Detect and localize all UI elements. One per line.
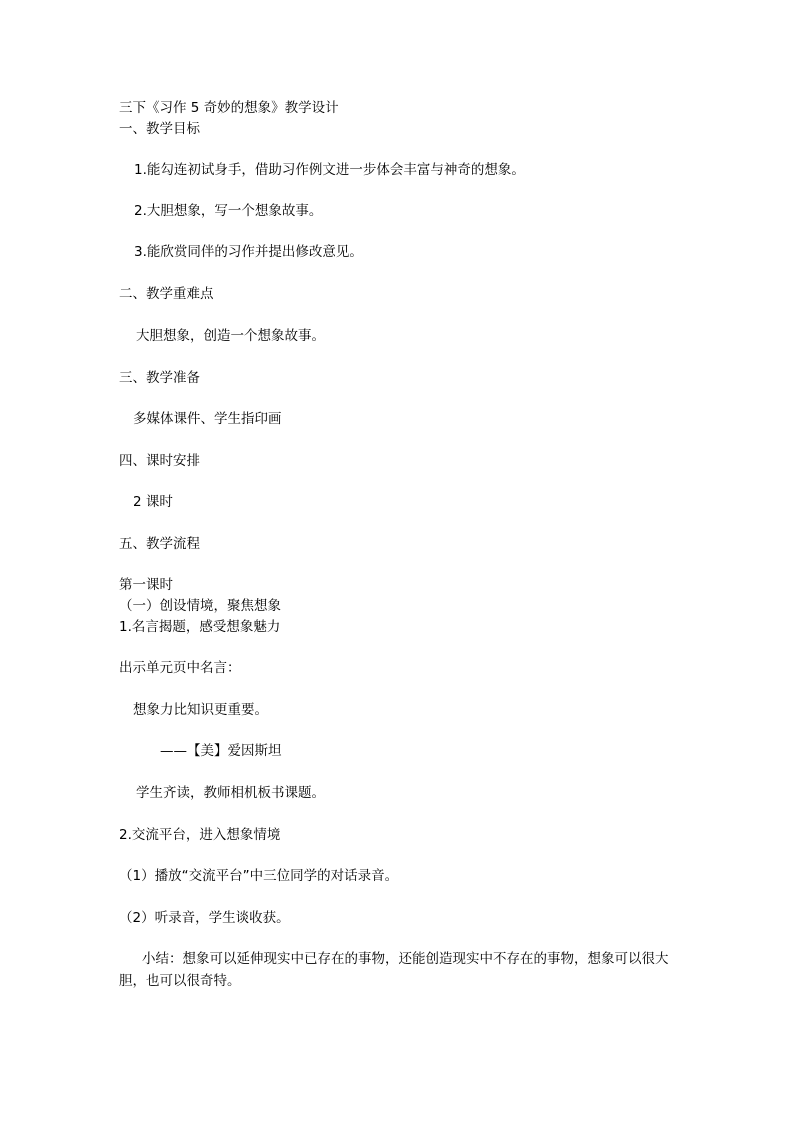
- lesson-part-heading: （一）创设情境，聚焦想象: [119, 598, 281, 614]
- objective-item: 1.能勾连初试身手，借助习作例文进一步体会丰富与神奇的想象。: [134, 162, 525, 178]
- objective-item: 3.能欣赏同伴的习作并提出修改意见。: [134, 244, 363, 260]
- schedule-text: 2 课时: [133, 494, 173, 510]
- key-points-text: 大胆想象，创造一个想象故事。: [136, 328, 325, 344]
- section-heading-preparation: 三、教学准备: [119, 370, 200, 386]
- objective-item: 2.大胆想象，写一个想象故事。: [134, 203, 323, 219]
- lesson-step-heading: 1.名言揭题，感受想象魅力: [119, 619, 281, 635]
- lesson-step-heading: 2.交流平台，进入想象情境: [119, 827, 281, 843]
- quote-text: 想象力比知识更重要。: [133, 702, 268, 718]
- lesson-period: 第一课时: [119, 577, 173, 593]
- summary-paragraph: 小结：想象可以延伸现实中已存在的事物，还能创造现实中不存在的事物，想象可以很大胆，也可以很奇特。: [119, 951, 669, 989]
- lesson-step-intro: 出示单元页中名言：: [119, 660, 241, 676]
- document-title: 三下《习作 5 奇妙的想象》教学设计: [119, 100, 339, 116]
- section-heading-process: 五、教学流程: [119, 536, 200, 552]
- lesson-step-action: 学生齐读，教师相机板书课题。: [136, 785, 325, 801]
- lesson-step-item: （1）播放“交流平台”中三位同学的对话录音。: [119, 868, 399, 884]
- section-heading-objectives: 一、教学目标: [119, 121, 200, 137]
- quote-author: ——【美】爱因斯坦: [160, 743, 282, 759]
- lesson-step-item: （2）听录音，学生谈收获。: [119, 910, 290, 926]
- section-heading-schedule: 四、课时安排: [119, 453, 200, 469]
- section-heading-key-points: 二、教学重难点: [119, 286, 214, 302]
- preparation-text: 多媒体课件、学生指印画: [133, 411, 282, 427]
